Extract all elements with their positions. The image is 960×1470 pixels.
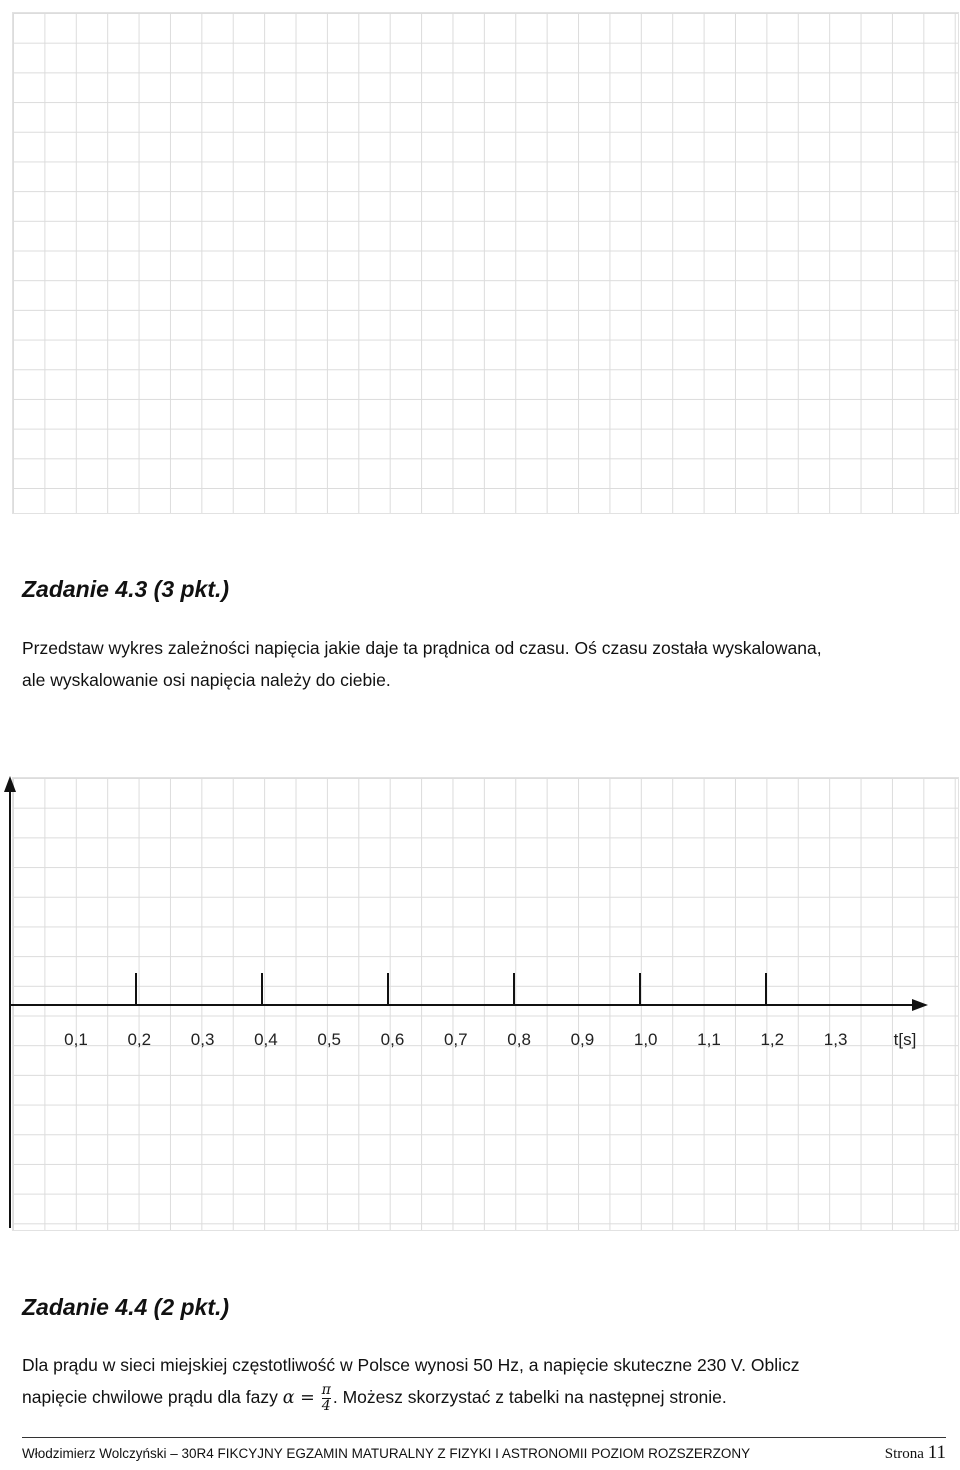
task-4-4-line2-post: . Możesz skorzystać z tabelki na następnej stronie. bbox=[332, 1387, 727, 1407]
page-footer bbox=[22, 1437, 946, 1468]
x-tick-label: 0,5 bbox=[317, 1030, 342, 1049]
x-axis-arrow bbox=[912, 999, 928, 1011]
footer-page-label: Strona bbox=[884, 1446, 924, 1462]
x-tick-label: 1,1 bbox=[697, 1030, 721, 1049]
task-4-3-line1: Przedstaw wykres zależności napięcia jakie daje ta prądnica od czasu. Oś czasu została wyskalowana, bbox=[22, 638, 822, 658]
x-tick-label: 0,6 bbox=[380, 1030, 405, 1049]
voltage-time-chart bbox=[0, 770, 960, 1240]
fraction-denominator: 4 bbox=[321, 1397, 331, 1414]
y-axis-arrow bbox=[4, 776, 16, 792]
x-tick-label: 0,2 bbox=[127, 1030, 152, 1049]
task-4-3-line2: ale wyskalowanie osi napięcia należy do ciebie. bbox=[22, 670, 391, 690]
chart-ticks bbox=[136, 973, 766, 1005]
chart-tick-labels bbox=[64, 1030, 916, 1049]
task-4-4-line1: Dla prądu w sieci miejskiej częstotliwość w Polsce wynosi 50 Hz, a napięcie skuteczne 230 V. Oblicz bbox=[22, 1355, 800, 1375]
x-tick-label: 0,4 bbox=[254, 1030, 278, 1049]
task-4-4-title: Zadanie 4.4 (2 pkt.) bbox=[22, 1294, 230, 1320]
footer-page-number: 11 bbox=[927, 1442, 946, 1463]
footer-page bbox=[885, 1442, 946, 1464]
x-tick-label: 1,3 bbox=[823, 1030, 848, 1049]
fraction-numerator: π bbox=[321, 1381, 331, 1398]
task-4-4-line2-pre: napięcie chwilowe prądu dla fazy bbox=[22, 1387, 278, 1407]
answer-grid-top[interactable] bbox=[12, 12, 959, 514]
alpha-equation: α = bbox=[282, 1388, 315, 1408]
footer-author-title: Włodzimierz Wolczyński – 30R4 FIKCYJNY EGZAMIN MATURALNY Z FIZYKI I ASTRONOMII POZIOM ROZSZERZONY bbox=[22, 1445, 751, 1461]
x-tick-label: 1,0 bbox=[633, 1030, 658, 1049]
x-axis-unit-label: t[s] bbox=[893, 1030, 917, 1049]
pi-over-four-fraction bbox=[322, 1383, 331, 1414]
chart-axes bbox=[4, 776, 928, 1228]
task-4-3-title: Zadanie 4.3 (3 pkt.) bbox=[22, 576, 230, 602]
x-tick-label: 0,9 bbox=[570, 1030, 595, 1049]
x-tick-label: 1,2 bbox=[760, 1030, 785, 1049]
x-tick-label: 0,1 bbox=[64, 1030, 88, 1049]
x-tick-label: 0,8 bbox=[507, 1030, 531, 1049]
task-4-3-text bbox=[22, 632, 822, 696]
x-tick-label: 0,7 bbox=[443, 1030, 468, 1049]
x-tick-label: 0,3 bbox=[190, 1030, 215, 1049]
task-4-4-text bbox=[22, 1349, 799, 1414]
